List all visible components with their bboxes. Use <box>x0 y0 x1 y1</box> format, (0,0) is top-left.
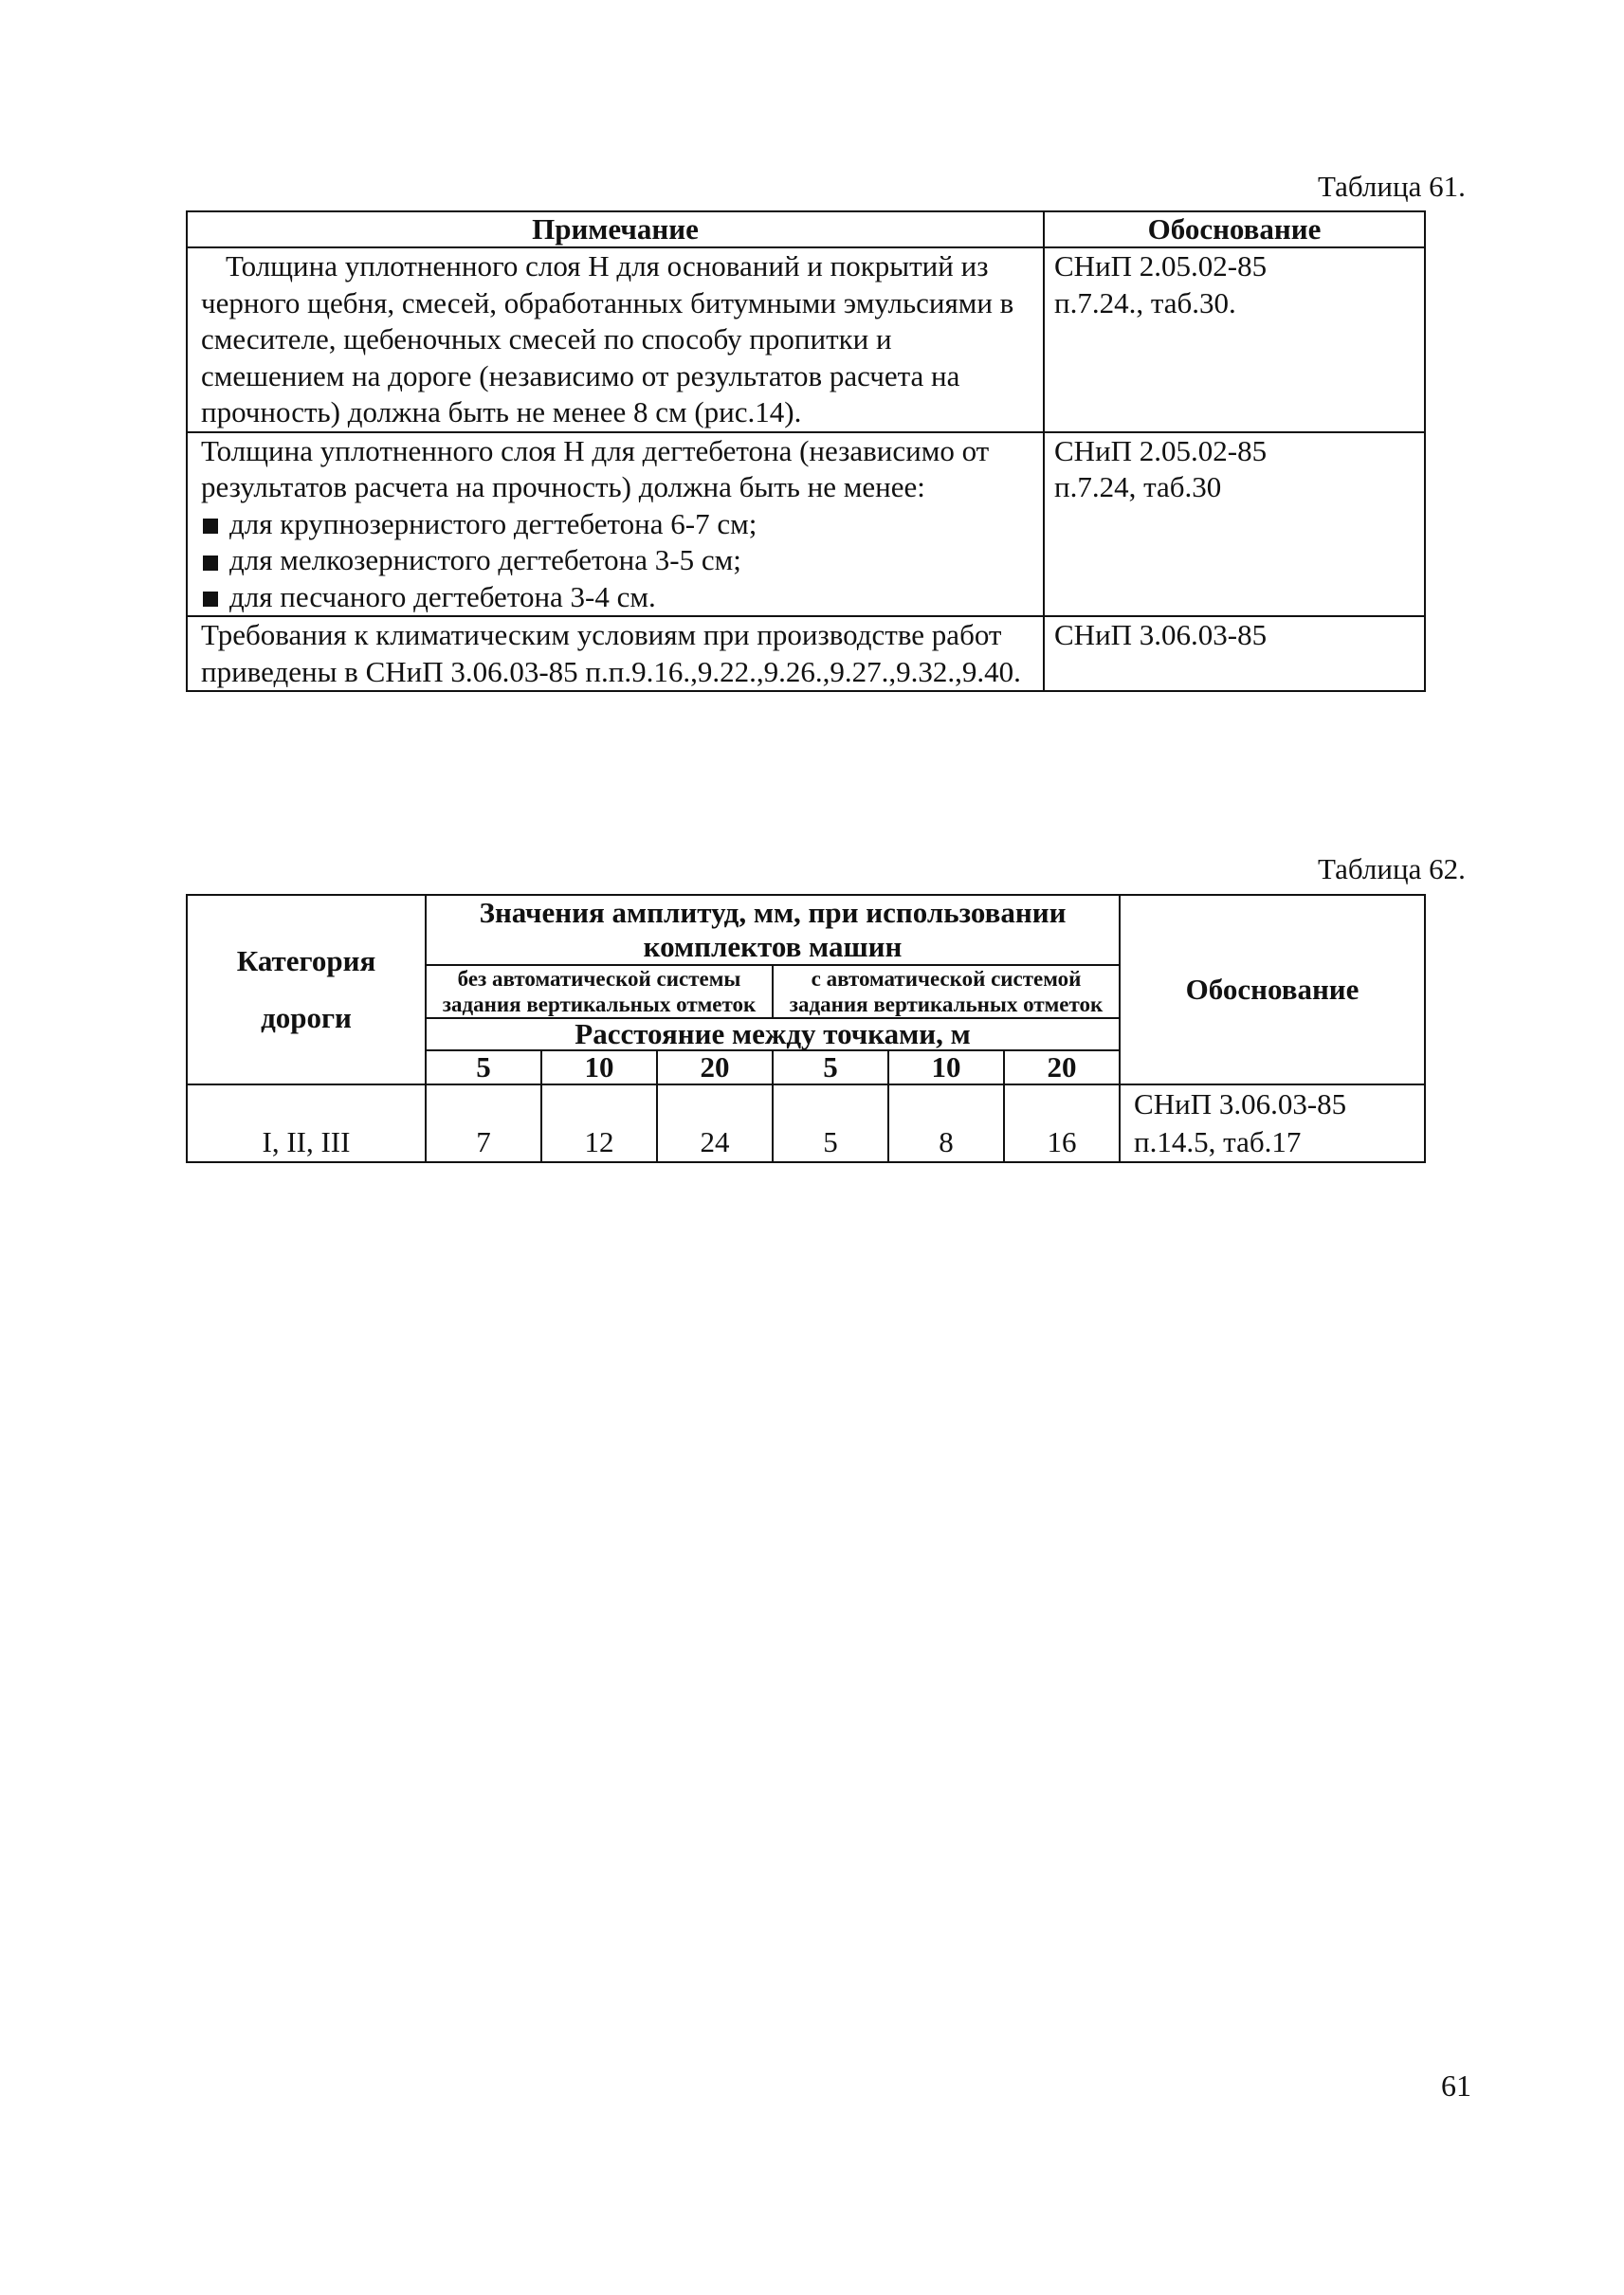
table-61-header-row <box>187 211 1425 247</box>
row-2-note-intro: Толщина уплотненного слоя Н для дегтебетона (независимо от результатов расчета на прочность) должна быть не менее: <box>201 433 990 503</box>
amplitude-value: 7 <box>426 1084 541 1162</box>
distance-value-header: 5 <box>426 1050 541 1084</box>
row-1-basis-line-1: СНиП 2.05.02-85 <box>1054 249 1268 282</box>
bullet-item: для мелкозернистого дегтебетона 3-5 см; <box>201 542 1033 579</box>
table-row <box>187 616 1425 691</box>
amplitude-value: 8 <box>888 1084 1004 1162</box>
row-3-basis <box>1044 616 1425 691</box>
page-number: 61 <box>1441 2068 1471 2103</box>
basis-column-header: Обоснование <box>1120 895 1425 1084</box>
row-1-note <box>187 247 1044 432</box>
basis-cell <box>1120 1084 1425 1162</box>
bullet-item: для крупнозернистого дегтебетона 6-7 см; <box>201 506 1033 543</box>
row-2-note <box>187 432 1044 617</box>
row-1-note-text: Толщина уплотненного слоя Н для оснований и покрытий из черного щебня, смесей, обработанных битумными эмульсиями в смесителе, щебеночных смесей по способу пропитки и смешением на дороге (независимо от результатов расчета на прочность) должна быть не менее 8 см (рис.14). <box>201 249 1014 428</box>
row-2-basis-line-2: п.7.24, таб.30 <box>1054 470 1222 503</box>
row-1-basis-line-2: п.7.24., таб.30. <box>1054 285 1236 319</box>
table-row <box>187 1084 1425 1162</box>
distance-value-header: 20 <box>1004 1050 1120 1084</box>
distance-value-header: 10 <box>888 1050 1004 1084</box>
table-61-caption: Таблица 61. <box>1318 170 1466 203</box>
with-auto-header: с автоматической системой задания вертикальных отметок <box>773 965 1120 1018</box>
row-3-basis-line-1: СНиП 3.06.03-85 <box>1054 618 1268 651</box>
category-header-line-1: Категория <box>236 944 376 977</box>
amplitude-value: 24 <box>657 1084 773 1162</box>
category-header-line-2: дороги <box>261 1001 352 1034</box>
basis-column-header: Обоснование <box>1044 211 1425 247</box>
square-bullet-icon <box>203 592 218 607</box>
row-2-basis <box>1044 432 1425 617</box>
table-61 <box>186 210 1426 692</box>
without-auto-header: без автоматической системы задания вертикальных отметок <box>426 965 773 1018</box>
amplitude-value: 5 <box>773 1084 888 1162</box>
distance-value-header: 20 <box>657 1050 773 1084</box>
basis-line-1: СНиП 3.06.03-85 <box>1134 1087 1347 1120</box>
square-bullet-icon <box>203 519 218 534</box>
table-62 <box>186 894 1426 1163</box>
table-row <box>187 247 1425 432</box>
basis-line-2: п.14.5, таб.17 <box>1134 1125 1302 1158</box>
note-column-header: Примечание <box>187 211 1044 247</box>
bullet-item: для песчаного дегтебетона 3-4 см. <box>201 579 1033 616</box>
square-bullet-icon <box>203 556 218 571</box>
distance-value-header: 10 <box>541 1050 657 1084</box>
amplitude-value: 12 <box>541 1084 657 1162</box>
table-62-caption: Таблица 62. <box>1318 852 1466 885</box>
row-2-basis-line-1: СНиП 2.05.02-85 <box>1054 433 1268 467</box>
distance-header: Расстояние между точками, м <box>426 1018 1120 1050</box>
distance-value-header: 5 <box>773 1050 888 1084</box>
amplitudes-header: Значения амплитуд, мм, при использовании комплектов машин <box>426 895 1120 965</box>
table-62-header-row-1 <box>187 895 1425 965</box>
row-1-basis <box>1044 247 1425 432</box>
category-cell: I, II, III <box>187 1084 426 1162</box>
category-column-header <box>187 895 426 1084</box>
row-3-note: Требования к климатическим условиям при производстве работ приведены в СНиП 3.06.03-85 п.п.9.16.,9.22.,9.26.,9.27.,9.32.,9.40. <box>187 616 1044 691</box>
table-row <box>187 432 1425 617</box>
amplitude-value: 16 <box>1004 1084 1120 1162</box>
